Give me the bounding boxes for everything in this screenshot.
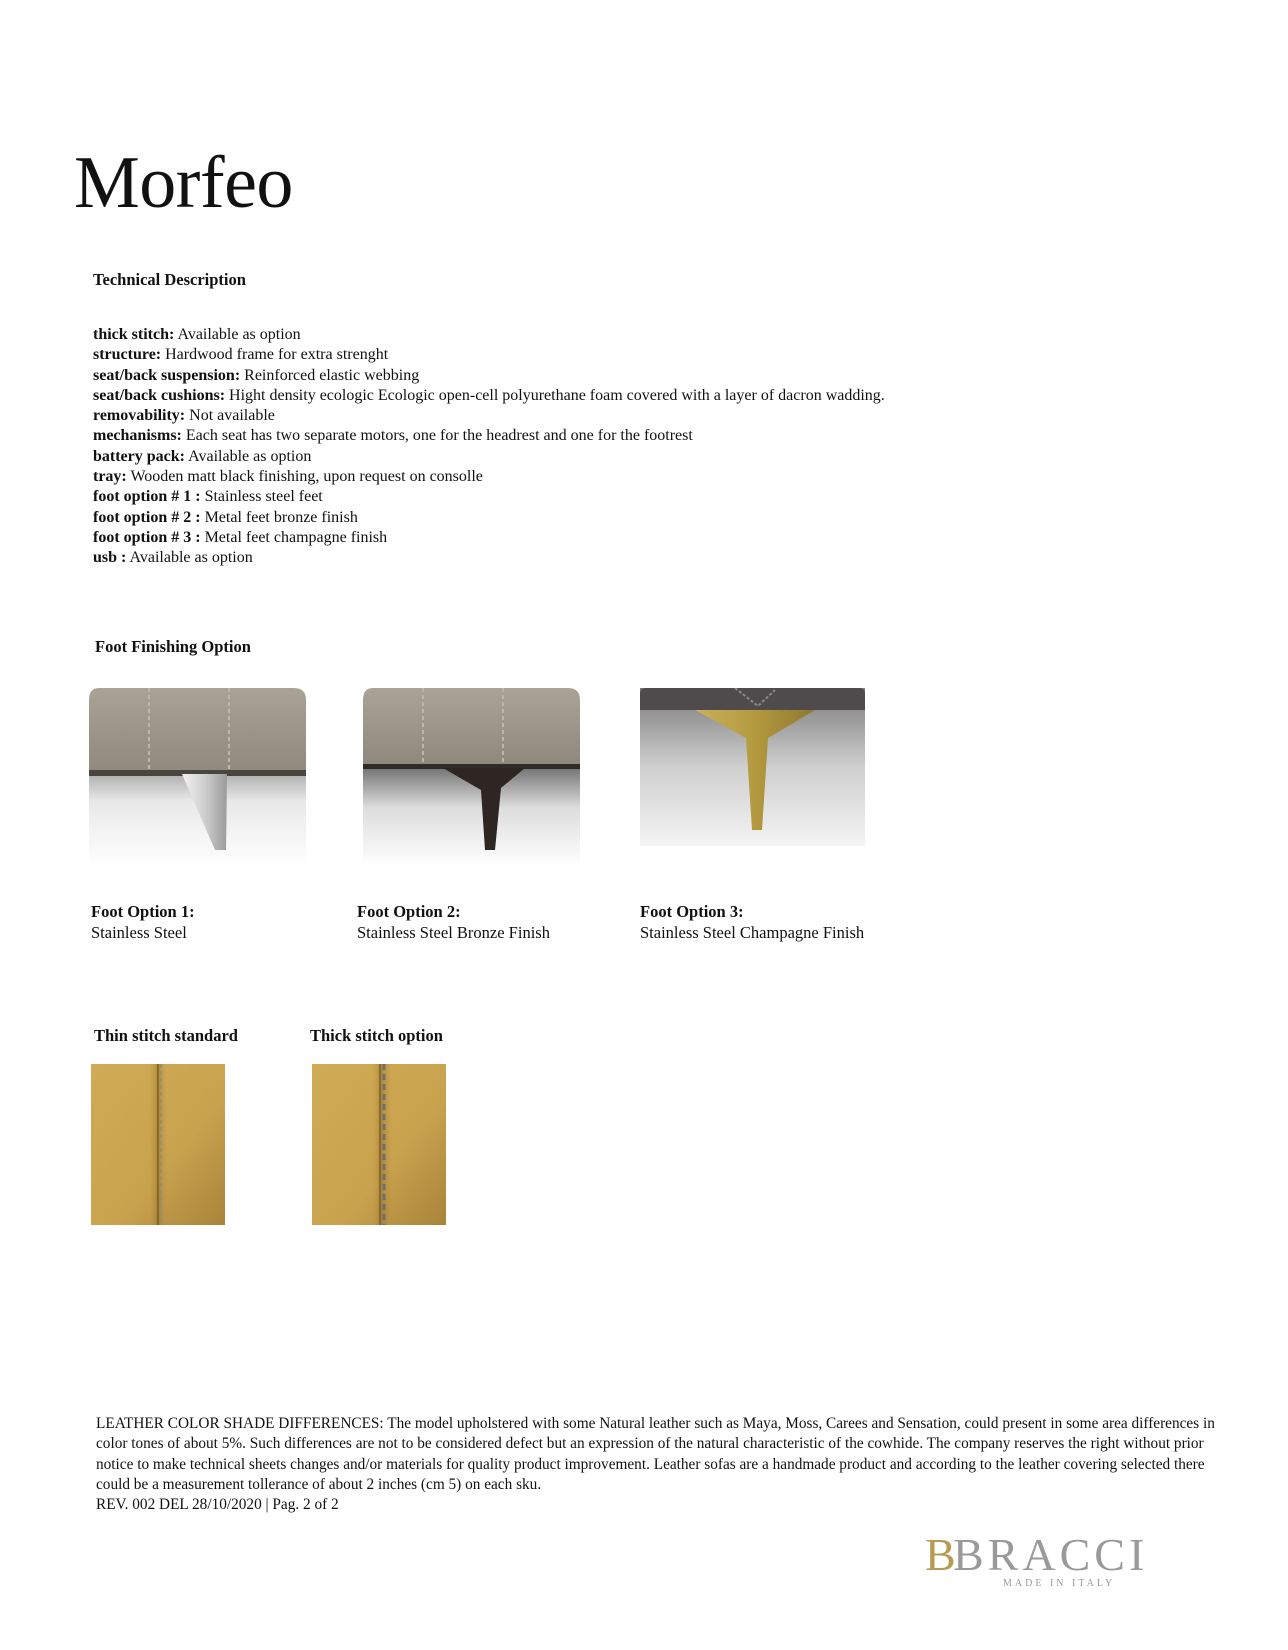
spec-row-mechanisms [93,426,885,446]
foot-option-title: Foot Option 1: [91,902,195,921]
svg-text:B: B [925,1529,958,1580]
spec-row-suspension [93,366,885,386]
spec-value: Metal feet bronze finish [200,508,358,526]
spec-key: mechanisms: [93,427,182,445]
svg-text:BRACCI: BRACCI [953,1529,1149,1580]
spec-row-removability [93,406,885,426]
spec-row-usb [93,548,885,568]
spec-key: seat/back suspension: [93,366,241,384]
spec-row-battery [93,447,885,467]
spec-row-foot-2 [93,508,885,528]
thin-stitch-swatch [91,1064,225,1225]
spec-key: usb : [93,549,127,567]
spec-key: foot option # 1 : [93,488,201,506]
spec-key: seat/back cushions: [93,386,226,404]
foot-option-title: Foot Option 2: [357,902,461,921]
spec-value: Hardwood frame for extra strenght [161,346,389,364]
spec-value: Available as option [174,326,301,343]
spec-key: foot option # 2 : [93,508,201,526]
spec-value: Available as option [184,447,312,465]
foot-option-desc: Stainless Steel Champagne Finish [640,922,865,942]
spec-row-thick-stitch [93,325,885,345]
spec-value: Not available [185,407,275,425]
page-title: Morfeo [74,142,293,224]
thin-stitch-label: Thin stitch standard [94,1026,238,1045]
foot-option-1-image [89,688,306,866]
foot-option-desc: Stainless Steel Bronze Finish [357,922,550,942]
spec-value: Metal feet champagne finish [200,528,388,546]
bracci-logo [925,1528,1195,1588]
spec-row-foot-1 [93,487,885,507]
thick-stitch-swatch [312,1064,446,1225]
svg-text:MADE IN ITALY: MADE IN ITALY [1003,1578,1116,1588]
spec-row-tray [93,467,885,487]
spec-list [93,325,885,569]
foot-option-title: Foot Option 3: [640,902,744,921]
spec-row-structure [93,345,885,365]
spec-value: Hight density ecologic Ecologic open-cell polyurethane foam covered with a layer of dacron wadding. [225,386,885,404]
spec-key: battery pack: [93,447,185,465]
foot-option-3-image [640,688,865,846]
technical-description-heading: Technical Description [93,270,246,289]
spec-value: Reinforced elastic webbing [240,366,420,384]
spec-value: Available as option [126,549,253,567]
disclaimer [96,1414,1236,1515]
foot-option-3-caption [640,902,864,943]
spec-value: Stainless steel feet [200,488,323,506]
foot-option-1-caption [91,902,195,943]
thick-stitch-label: Thick stitch option [310,1026,443,1045]
spec-key: removability: [93,407,186,425]
spec-key: thick stitch: [93,326,175,343]
spec-row-cushions [93,386,885,406]
spec-row-foot-3 [93,528,885,548]
revision-info: REV. 002 DEL 28/10/2020 | Pag. 2 of 2 [96,1496,339,1514]
disclaimer-text: LEATHER COLOR SHADE DIFFERENCES: The model upholstered with some Natural leather such as Maya, Moss, Carees and Sensation, could present in some area differences in color tones of about 5%. Such differences are not to be considered defect but an expression of the natural characteristic of the cowhide. The company reserves the right without prior notice to make technical sheets changes and/or materials for quality product improvement. Leather sofas are a handmade product and according to the leather covering selected there could be a measurement tollerance of about 2 inches (cm 5) on each sku. [96,1415,1215,1493]
foot-option-2-image [363,688,580,866]
foot-option-2-caption [357,902,550,943]
spec-value: Wooden matt black finishing, upon request on consolle [126,468,483,486]
spec-key: structure: [93,346,162,364]
spec-key: foot option # 3 : [93,528,201,546]
foot-option-desc: Stainless Steel [91,922,187,942]
spec-key: tray: [93,468,127,486]
spec-value: Each seat has two separate motors, one for the headrest and one for the footrest [181,427,693,445]
foot-finishing-heading: Foot Finishing Option [95,637,251,656]
